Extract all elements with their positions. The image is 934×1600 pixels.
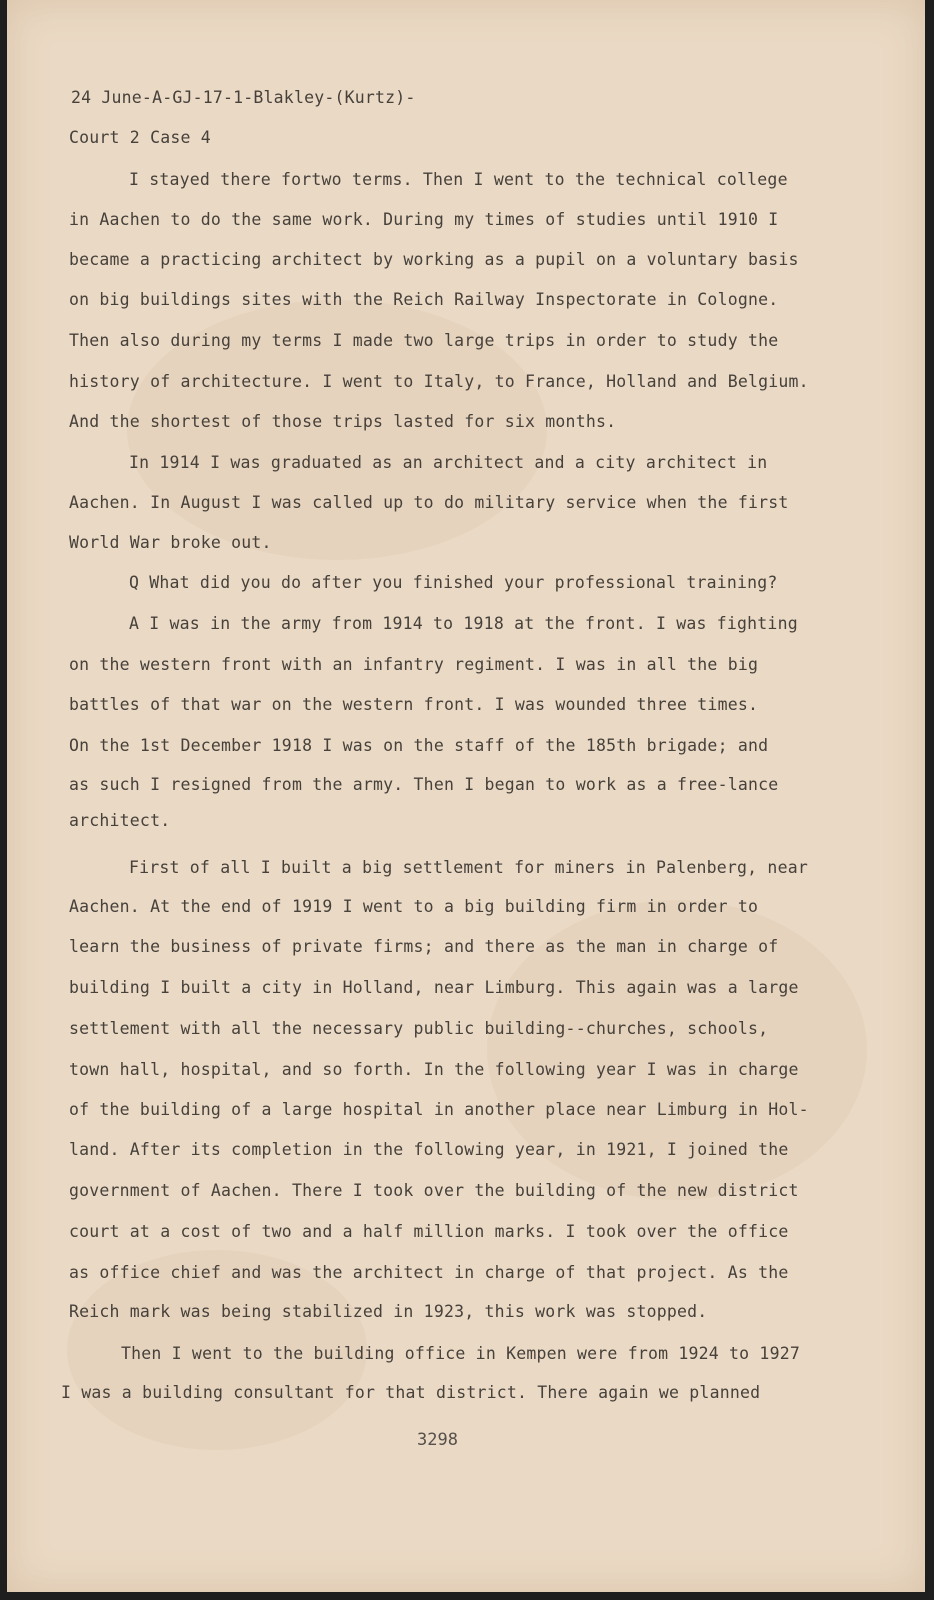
header-reference: 24 June-A-GJ-17-1-Blakley-(Kurtz)- [71,88,416,107]
text-line-content: land. After its completion in the following year, in 1921, I joined the [69,1140,789,1159]
text-line-content: Q What did you do after you finished your professional training? [129,573,778,592]
text-line-content: on the western front with an infantry regiment. I was in all the big [69,655,759,674]
text-line-content: Then I went to the building office in Kempen were from 1924 to 1927 [121,1344,800,1363]
text-line-content: On the 1st December 1918 I was on the staff of the 185th brigade; and [69,736,769,755]
text-line-content: as such I resigned from the army. Then I began to work as a free-lance [69,775,779,794]
text-line-content: in Aachen to do the same work. During my times of studies until 1910 I [69,210,779,229]
text-line-content: court at a cost of two and a half million marks. I took over the office [69,1222,789,1241]
header-court: Court 2 Case 4 [69,128,211,147]
text-line-content: history of architecture. I went to Italy, to France, Holland and Belgium. [69,372,809,391]
text-line-content: architect. [69,811,171,830]
document-page [7,0,925,1592]
text-line-content: on big buildings sites with the Reich Railway Inspectorate in Cologne. [69,290,779,309]
text-line-content: I was a building consultant for that district. There again we planned [61,1383,761,1402]
text-line-content: Then also during my terms I made two large trips in order to study the [69,331,779,350]
text-line-content: of the building of a large hospital in another place near Limburg in Hol- [69,1100,809,1119]
text-line-content: as office chief and was the architect in charge of that project. As the [69,1263,789,1282]
text-line-content: Aachen. At the end of 1919 I went to a big building firm in order to [69,897,759,916]
text-line-content: settlement with all the necessary public building--churches, schools, [69,1019,769,1038]
text-line-content: learn the business of private firms; and there as the man in charge of [69,937,779,956]
text-line-content: I stayed there fortwo terms. Then I went to the technical college [129,170,788,189]
text-line-content: First of all I built a big settlement for miners in Palenberg, near [129,858,808,877]
text-line-content: Aachen. In August I was called up to do military service when the first [69,493,789,512]
text-line-content: In 1914 I was graduated as an architect and a city architect in [129,453,768,472]
text-line-content: World War broke out. [69,533,272,552]
text-line-content: battles of that war on the western front. I was wounded three times. [69,695,759,714]
text-line-content: building I built a city in Holland, near Limburg. This again was a large [69,978,799,997]
text-line-content: Reich mark was being stabilized in 1923, this work was stopped. [69,1302,708,1321]
text-line-content: government of Aachen. There I took over the building of the new district [69,1181,799,1200]
text-line-content: became a practicing architect by working as a pupil on a voluntary basis [69,250,799,269]
page-number: 3298 [417,1430,458,1450]
text-line-content: And the shortest of those trips lasted for six months. [69,412,617,431]
text-line-content: A I was in the army from 1914 to 1918 at the front. I was fighting [129,614,798,633]
text-line-content: town hall, hospital, and so forth. In the following year I was in charge [69,1060,799,1079]
